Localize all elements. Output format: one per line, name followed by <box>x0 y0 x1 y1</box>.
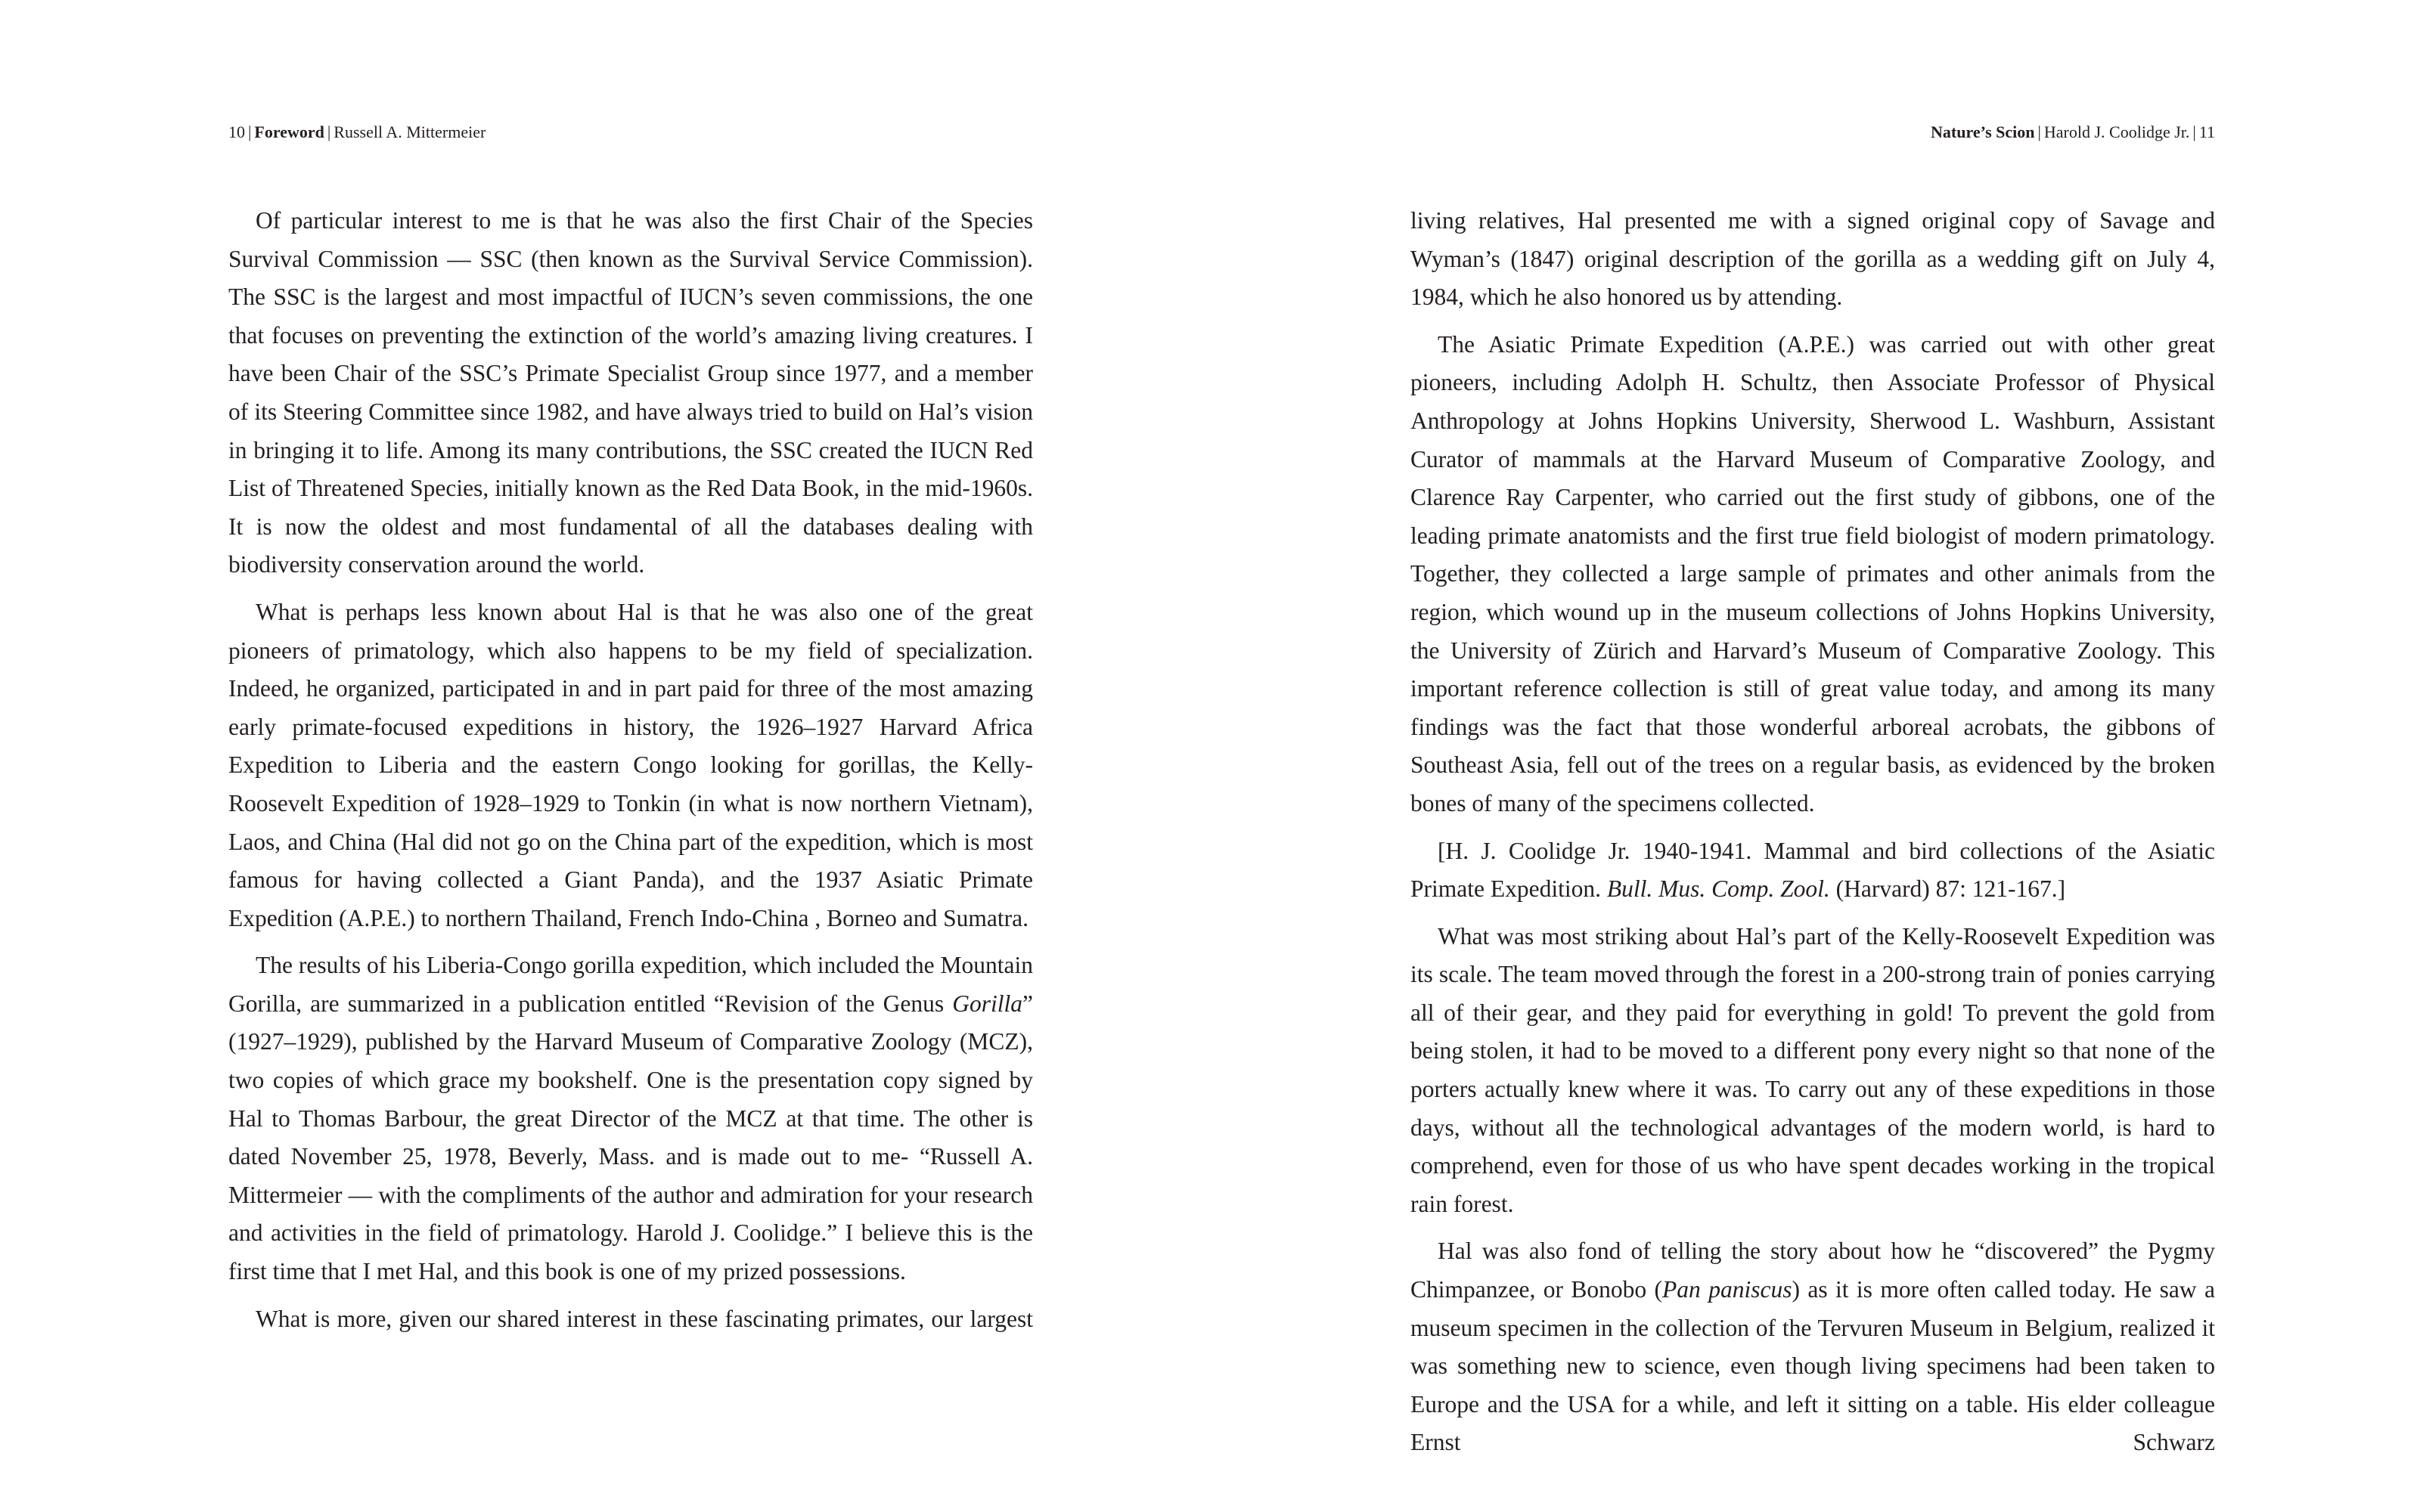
right-page-number: 11 <box>2198 122 2215 141</box>
italic-journal-name: Bull. Mus. Comp. Zool. <box>1606 875 1830 903</box>
paragraph: What is more, given our shared interest in these fascinating primates, our largest <box>256 1305 1033 1332</box>
paragraph-text: The results of his Liberia-Congo gorilla expedition, which included the Mountain Gorilla, are summarized in a publication entitled “Revision of the Genus <box>228 952 1033 1017</box>
right-body-text <box>1410 202 2215 1471</box>
paragraph-text: ” (1927–1929), published by the Harvard Museum of Comparative Zoology (MCZ), two copies of which grace my bookshelf. One is the presentation copy signed by Hal to Thomas Barbour, the great Director of the MCZ at that time. The other is dated November 25, 1978, Beverly, Mass. and is made out to me- “Russell A. Mittermeier — with the compliments of the author and admiration for your research and activities in the field of primatology. Harold J. Coolidge.” I believe this is the first time that I met Hal, and this book is one of my prized possessions. <box>228 990 1033 1285</box>
right-running-header <box>1410 121 2215 144</box>
paragraph: What is perhaps less known about Hal is that he was also one of the great pioneers of primatology, which also happens to be my field of specialization. Indeed, he organized, participated in and in part paid for three of the most amazing early primate-focused expeditions in history, the 1926–1927 Harvard Africa Expedition to Liberia and the eastern Congo looking for gorillas, the Kelly-Roosevelt Expedition of 1928–1929 to Tonkin (in what is now northern Vietnam), Laos, and China (Hal did not go on the China part of the expedition, which is most famous for having collected a Giant Panda), and the 1937 Asiatic Primate Expedition (A.P.E.) to northern Thailand, French Indo-China , Borneo and Sumatra. <box>228 598 1033 931</box>
paragraph-text: Hal was also fond of telling the story about how he “discovered” the Pygmy Chimpanzee, or Bonobo ( <box>1410 1238 2215 1303</box>
paragraph <box>228 947 1033 1290</box>
right-header-title: Nature’s Scion <box>1931 122 2035 141</box>
paragraph: Of particular interest to me is that he was also the first Chair of the Species Survival Commission — SSC (then known as the Survival Service Commission). The SSC is the largest and most impactful of IUCN’s seven commissions, the one that focuses on preventing the extinction of the world’s amazing living creatures. I have been Chair of the SSC’s Primate Specialist Group since 1977, and a member of its Steering Committee since 1982, and have always tried to build on Hal’s vision in bringing it to life. Among its many contributions, the SSC created the IUCN Red List of Threatened Species, initially known as the Red Data Book, in the mid-1960s. It is now the oldest and most fundamental of all the databases dealing with biodiversity conservation around the world. <box>228 207 1033 578</box>
left-header-author: Russell A. Mittermeier <box>334 122 486 141</box>
left-running-header <box>228 121 1033 144</box>
header-separator: | <box>2192 122 2196 141</box>
paragraph-continued: living relatives, Hal presented me with a signed original copy of Savage and Wyman’s (1847) original description of the gorilla as a wedding gift on July 4, 1984, which he also honored us by attending. <box>1410 207 2215 311</box>
citation-text: [H. J. Coolidge Jr. 1940-1941. Mammal and bird collections of the Asiatic Primate Expedition. <box>1410 837 2215 903</box>
paragraph <box>1410 1232 2215 1462</box>
header-separator: | <box>248 122 252 141</box>
paragraph-text: ) as it is more often called today. He saw a museum specimen in the collection of the Tervuren Museum in Belgium, realized it was something new to science, even though living specimens had been taken to Europe and the USA for a while, and left it sitting on a table. His elder colleague Ernst Schwarz <box>1410 1276 2215 1456</box>
header-separator: | <box>327 122 331 141</box>
citation-paragraph <box>1410 832 2215 909</box>
citation-text: (Harvard) 87: 121-167.] <box>1829 875 2066 903</box>
right-header-subject: Harold J. Coolidge Jr. <box>2043 122 2190 141</box>
paragraph: The Asiatic Primate Expedition (A.P.E.) was carried out with other great pioneers, including Adolph H. Schultz, then Associate Professor of Physical Anthropology at Johns Hopkins University, Sherwood L. Washburn, Assistant Curator of mammals at the Harvard Museum of Comparative Zoology, and Clarence Ray Carpenter, who carried out the first study of gibbons, one of the leading primate anatomists and the first true field biologist of modern primatology. Together, they collected a large sample of primates and other animals from the region, which wound up in the museum collections of Johns Hopkins University, the University of Zürich and Harvard’s Museum of Comparative Zoology. This important reference collection is still of great value today, and among its many findings was the fact that those wonderful arboreal acrobats, the gibbons of Southeast Asia, fell out of the trees on a regular basis, as evidenced by the broken bones of many of the specimens collected. <box>1410 330 2215 816</box>
italic-genus-name: Gorilla <box>952 990 1023 1017</box>
italic-species-name: Pan paniscus <box>1662 1276 1792 1303</box>
left-page-number: 10 <box>228 122 245 141</box>
paragraph: What was most striking about Hal’s part of the Kelly-Roosevelt Expedition was its scale. The team moved through the forest in a 200-strong train of ponies carrying all of their gear, and they paid for everything in gold! To prevent the gold from being stolen, it had to be moved to a different pony every night so that none of the porters actually knew where it was. To carry out any of these expeditions in those days, without all the technological advantages of the modern world, is hard to comprehend, even for those of us who have spent decades working in the tropical rain forest. <box>1410 922 2215 1217</box>
left-body-text <box>228 202 1033 1347</box>
left-header-section: Foreword <box>254 122 324 141</box>
header-separator: | <box>2037 122 2041 141</box>
